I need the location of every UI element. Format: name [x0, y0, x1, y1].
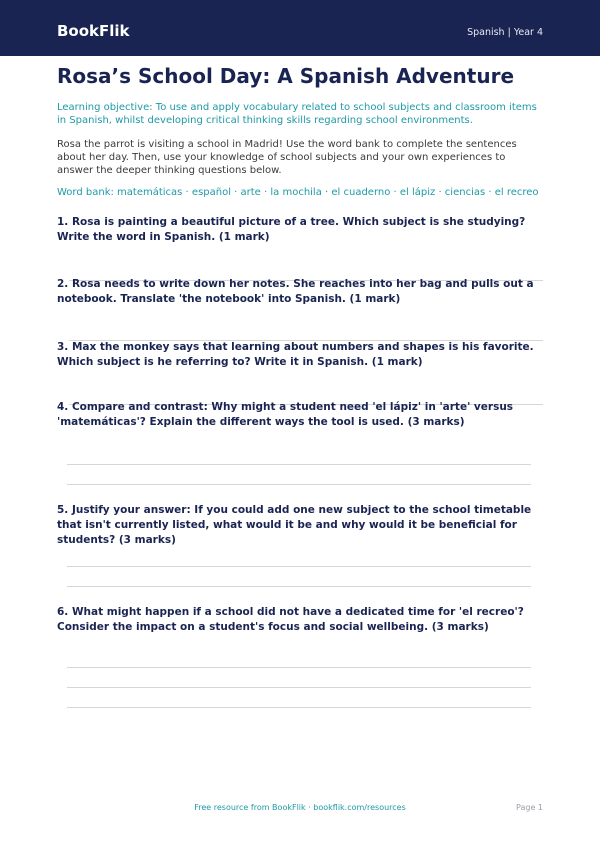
question-5: 5. Justify your answer: If you could add one new subject to the school timetable that isn't currently listed, what would it be and why would it be beneficial for students? (3 marks) [57, 504, 532, 546]
question-2: 2. Rosa needs to write down her notes. She reaches into her bag and pulls out a notebook. Translate 'the notebook' into Spanish. (1 mark) [57, 278, 534, 305]
word-bank: Word bank: matemáticas · español · arte · la mochila · el cuaderno · el lápiz · ciencias · el recreo [57, 187, 539, 198]
intro-text: Rosa the parrot is visiting a school in Madrid! Use the word bank to complete the sentences about her day. Then, use your knowledge of school subjects and your own experiences to answer the deeper thinking questions below. [57, 139, 517, 176]
answer-line-6a[interactable] [67, 667, 531, 668]
page-number: Page 1 [516, 803, 543, 812]
footer-resource-link[interactable]: Free resource from BookFlik · bookflik.com/resources [194, 803, 406, 812]
answer-line-6c[interactable] [67, 707, 531, 708]
answer-line-5b[interactable] [67, 586, 531, 587]
subject-year-label: Spanish | Year 4 [467, 27, 543, 38]
learning-objective: Learning objective: To use and apply vocabulary related to school subjects and classroom items in Spanish, whilst developing critical thinking skills regarding school environments. [57, 102, 537, 126]
answer-line-5a[interactable] [67, 566, 531, 567]
question-4: 4. Compare and contrast: Why might a student need 'el lápiz' in 'arte' versus 'matemáticas'? Explain the different ways the tool is used. (3 marks) [57, 401, 514, 428]
answer-line-4a[interactable] [67, 464, 531, 465]
page-header [0, 0, 600, 56]
brand-logo[interactable]: BookFlik [57, 22, 130, 40]
answer-line-4b[interactable] [67, 484, 531, 485]
question-1: 1. Rosa is painting a beautiful picture of a tree. Which subject is she studying? Write the word in Spanish. (1 mark) [57, 216, 526, 243]
page-title: Rosa’s School Day: A Spanish Adventure [57, 64, 515, 88]
question-6: 6. What might happen if a school did not have a dedicated time for 'el recreo'? Consider the impact on a student's focus and social wellbeing. (3 marks) [57, 606, 524, 633]
question-3: 3. Max the monkey says that learning about numbers and shapes is his favorite. Which subject is he referring to? Write it in Spanish. (1 mark) [57, 341, 534, 368]
answer-line-6b[interactable] [67, 687, 531, 688]
